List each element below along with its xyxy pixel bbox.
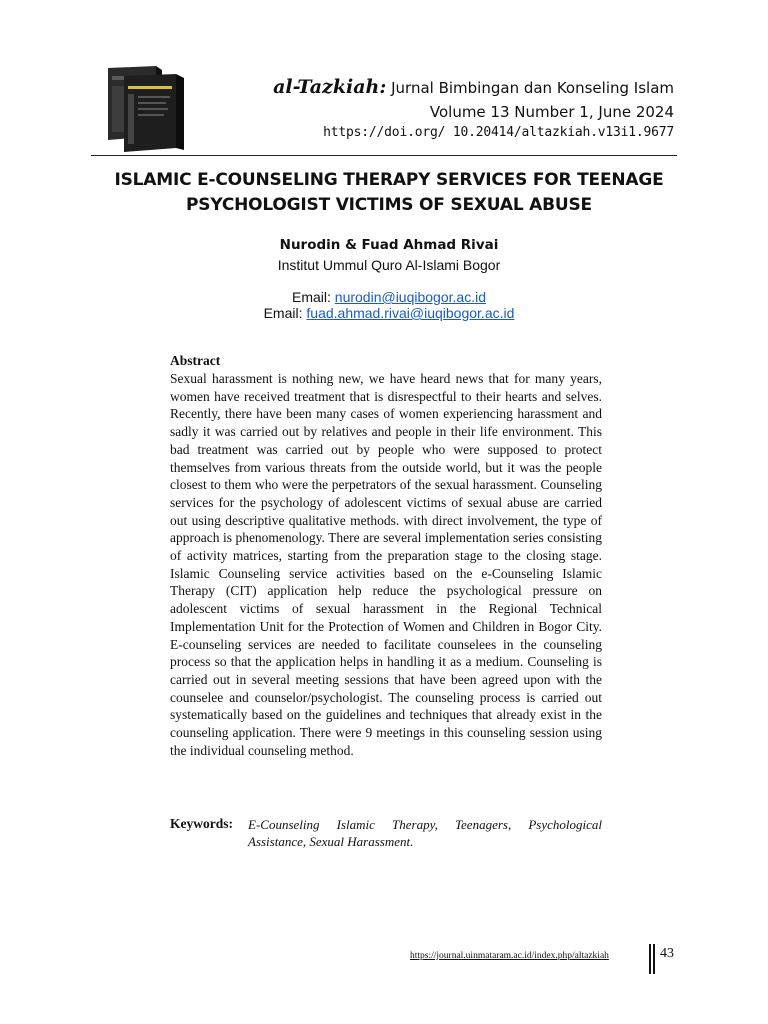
email-link-fuad[interactable]: fuad.ahmad.rivai@iuqibogor.ac.id — [306, 305, 515, 321]
journal-doi[interactable]: https://doi.org/ 10.20414/altazkiah.v13i1.9677 — [323, 125, 674, 140]
article-authors: Nurodin & Fuad Ahmad Rivai — [279, 237, 499, 253]
abstract-body: Sexual harassment is nothing new, we have heard news that for many years, women have received treatment that is disrespectful to their hearts and selves. Recently, there have been many cases of women experiencing harassment and sadly it was carried out by relatives and people in their life environment. This bad treatment was carried out by people who were supposed to protect themselves from various threats from the outside world, but it was the people closest to them who were the perpetrators of the sexual harassment. Counseling services for the psychology of adolescent victims of sexual abuse are carried out using descriptive qualitative methods. with direct involvement, the type of approach is phenomenology. There are several implementation series consisting of activity matrices, starting from the preparation stage to the closing stage. Islamic Counseling service activities based on the e-Counseling Islamic Therapy (CIT) application help reduce the psychological pressure on adolescent victims of sexual harassment in the Regional Technical Implementation Unit for the Protection of Women and Children in Bogor City. E-counseling services are needed to facilitate counselees in the counseling process so that the application helps in handling it as a medium. Counseling is carried out in several meeting sessions that have been agreed upon with the counselee and counselor/psychologist. The counseling process is carried out systematically based on the guidelines and techniques that already exist in the counseling application. There were 9 meetings in this counseling session using the individual counseling method. — [170, 371, 602, 758]
abstract-heading: Abstract — [170, 353, 221, 368]
email-link-nurodin[interactable]: nurodin@iuqibogor.ac.id — [334, 289, 486, 305]
footer-journal-url[interactable]: https://journal.uinmataram.ac.id/index.php/altazkiah — [410, 951, 609, 961]
author-emails — [0, 289, 768, 321]
journal-logo — [104, 66, 190, 152]
journal-header — [273, 74, 674, 143]
email-line-2 — [0, 305, 768, 321]
article-title: ISLAMIC E-COUNSELING THERAPY SERVICES FOR TEENAGE PSYCHOLOGIST VICTIMS OF SEXUAL ABUSE — [114, 170, 664, 215]
author-institution: Institut Ummul Quro Al-Islami Bogor — [277, 257, 501, 273]
keywords-text: E-Counseling Islamic Therapy, Teenagers, Psychological Assistance, Sexual Harassment. — [248, 817, 602, 849]
journal-volume: Volume 13 Number 1, June 2024 — [429, 103, 674, 121]
header-divider — [91, 155, 677, 156]
email-line-1 — [0, 289, 768, 305]
email-label: Email: — [291, 289, 335, 305]
email-label: Email: — [263, 305, 307, 321]
journal-name: al-Tazkiah: — [273, 76, 387, 98]
book-front-cover — [124, 74, 184, 152]
footer-divider-bars — [649, 944, 656, 974]
journal-subtitle: Jurnal Bimbingan dan Konseling Islam — [391, 79, 674, 97]
page-number: 43 — [660, 946, 674, 961]
keywords-label: Keywords: — [170, 816, 233, 831]
